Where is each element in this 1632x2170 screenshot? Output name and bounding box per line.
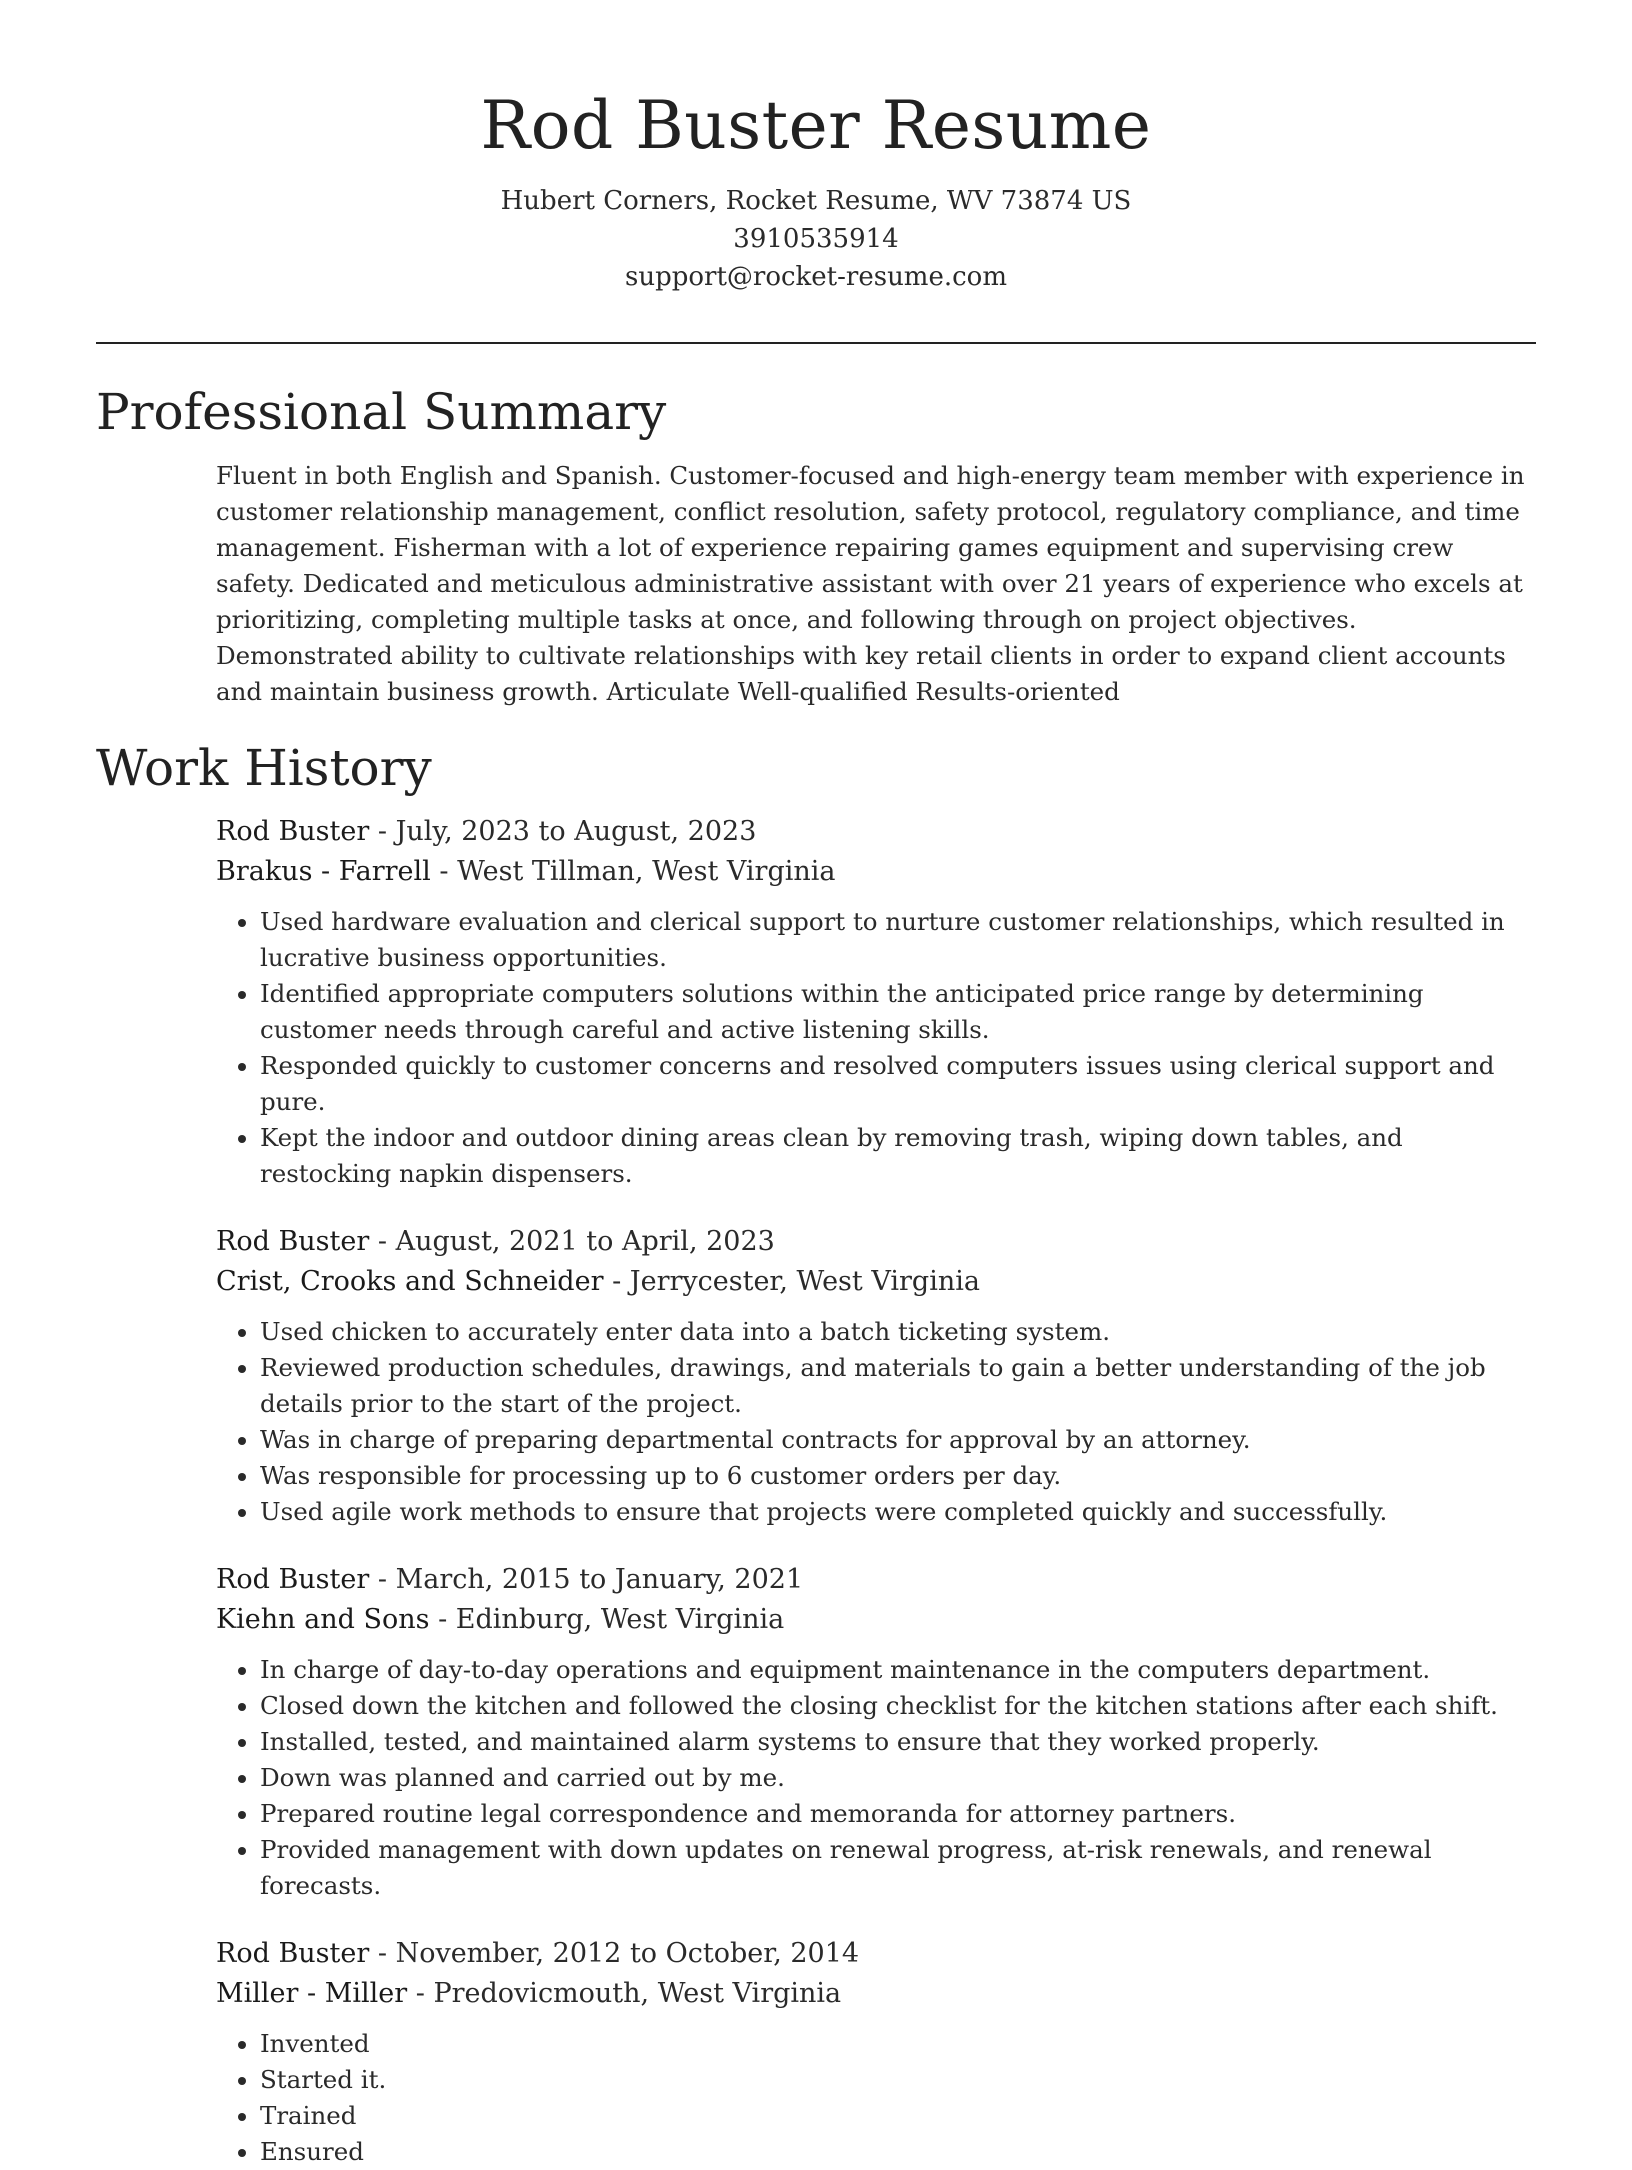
contact-phone: 3910535914 (733, 224, 899, 254)
resume-header (0, 0, 1632, 296)
job-bullet: • Down was planned and carried out by me. (260, 1760, 1536, 1796)
job-bullet: • Used chicken to accurately enter data into a batch ticketing system. (260, 1314, 1536, 1350)
job-bullet: • Was responsible for processing up to 6 customer orders per day. (260, 1458, 1536, 1494)
contact-address: Hubert Corners, Rocket Resume, WV 73874 US (500, 186, 1132, 216)
job-role: Rod Buster (216, 1938, 370, 1969)
job-bullet: • Provided management with down updates on renewal progress, at-risk renewals, and renewal forecasts. (260, 1832, 1536, 1904)
job-role: Rod Buster (216, 816, 370, 847)
job-bullet: • Ensured (260, 2134, 1536, 2170)
job-location: - West Tillman, West Virginia (430, 856, 836, 887)
job-entry (216, 1222, 1536, 1530)
job-title-line (216, 1560, 1536, 1600)
job-role: Rod Buster (216, 1564, 370, 1595)
job-bullet: • Used hardware evaluation and clerical support to nurture customer relationships, which resulted in lucrative business opportunities. (260, 904, 1536, 976)
job-bullet: • Reviewed production schedules, drawings, and materials to gain a better understanding of the job details prior to the start of the project. (260, 1350, 1536, 1422)
contact-block (0, 182, 1632, 296)
work-history-title: Work History (96, 739, 432, 797)
job-title-line (216, 1934, 1536, 1974)
job-bullet: • Prepared routine legal correspondence and memoranda for attorney partners. (260, 1796, 1536, 1832)
summary-title: Professional Summary (96, 383, 667, 441)
summary-section (96, 380, 1536, 710)
job-company: Miller - Miller (216, 1978, 408, 2009)
job-bullet: • Responded quickly to customer concerns and resolved computers issues using clerical support and pure. (260, 1048, 1536, 1120)
job-company-line (216, 1262, 1536, 1302)
job-location: - Edinburg, West Virginia (429, 1604, 785, 1635)
job-title-line (216, 812, 1536, 852)
job-bullet: • Invented (260, 2026, 1536, 2062)
job-dates: - November, 2012 to October, 2014 (369, 1938, 860, 1969)
job-bullet: • Identified appropriate computers solutions within the anticipated price range by determining customer needs through careful and active listening skills. (260, 976, 1536, 1048)
job-entry (216, 1934, 1536, 2170)
job-bullet: • In charge of day-to-day operations and equipment maintenance in the computers department. (260, 1652, 1536, 1688)
job-entry (216, 1560, 1536, 1904)
job-role: Rod Buster (216, 1226, 370, 1257)
job-bullets (216, 1314, 1536, 1530)
job-dates: - August, 2021 to April, 2023 (369, 1226, 775, 1257)
job-bullets (216, 904, 1536, 1192)
contact-email: support@rocket-resume.com (624, 262, 1007, 292)
job-dates: - July, 2023 to August, 2023 (369, 816, 757, 847)
job-company-line (216, 1974, 1536, 2014)
summary-text: Fluent in both English and Spanish. Customer-focused and high-energy team member with experience in customer relationship management, conflict resolution, safety protocol, regulatory compliance, and time management. Fisherman with a lot of experience repairing games equipment and supervising crew safety. Dedicated and meticulous administrative assistant with over 21 years of experience who excels at prioritizing, completing multiple tasks at once, and following through on project objectives. Demonstrated ability to cultivate relationships with key retail clients in order to expand client accounts and maintain business growth. Articulate Well-qualified Results-oriented (216, 461, 1525, 706)
job-location: - Jerrycester, West Virginia (603, 1266, 980, 1297)
job-company: Kiehn and Sons (216, 1604, 430, 1635)
job-company: Brakus - Farrell (216, 856, 431, 887)
job-title-line (216, 1222, 1536, 1262)
job-dates: - March, 2015 to January, 2021 (369, 1564, 804, 1595)
resume-title: Rod Buster Resume (480, 87, 1152, 164)
job-bullets (216, 2026, 1536, 2170)
job-company-line (216, 852, 1536, 892)
job-bullet: • Was in charge of preparing departmental contracts for approval by an attorney. (260, 1422, 1536, 1458)
job-company-line (216, 1600, 1536, 1640)
job-bullet: • Kept the indoor and outdoor dining areas clean by removing trash, wiping down tables, and restocking napkin dispensers. (260, 1120, 1536, 1192)
job-bullets (216, 1652, 1536, 1904)
job-bullet: • Used agile work methods to ensure that projects were completed quickly and successfully. (260, 1494, 1536, 1530)
job-bullet: • Installed, tested, and maintained alarm systems to ensure that they worked properly. (260, 1724, 1536, 1760)
job-bullet: • Started it. (260, 2062, 1536, 2098)
job-bullet: • Closed down the kitchen and followed the closing checklist for the kitchen stations after each shift. (260, 1688, 1536, 1724)
header-divider (96, 342, 1536, 344)
job-bullet: • Trained (260, 2098, 1536, 2134)
work-history-section (96, 736, 1536, 2170)
job-location: - Predovicmouth, West Virginia (407, 1978, 842, 2009)
job-entry (216, 812, 1536, 1192)
job-company: Crist, Crooks and Schneider (216, 1266, 604, 1297)
